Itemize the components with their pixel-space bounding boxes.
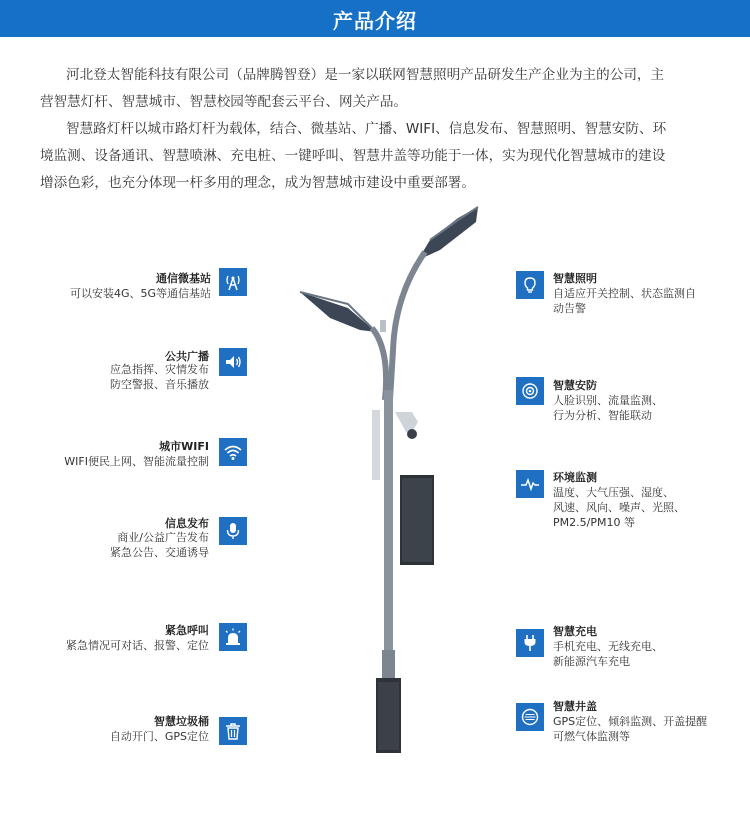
feature-title: 通信微基站 xyxy=(156,272,211,285)
feature-title: 环境监测 xyxy=(553,471,597,484)
feature-title: 公共广播 xyxy=(165,350,209,363)
feature-title: 智慧安防 xyxy=(553,379,597,392)
intro-p2-line1: 智慧路灯杆以城市路灯杆为载体，结合、微基站、广播、WIFI、信息发布、智慧照明、智慧安防、环 xyxy=(66,121,667,137)
feature-desc: PM2.5/PM10 等 xyxy=(553,516,635,529)
feature-title: 智慧井盖 xyxy=(553,700,597,713)
feature-desc: 手机充电、无线充电、 xyxy=(553,640,663,653)
feature-desc: 行为分析、智能联动 xyxy=(553,409,652,422)
feature-desc: 动告警 xyxy=(553,302,586,315)
alarm-icon xyxy=(219,623,247,651)
feature-desc: 应急指挥、灾情发布 xyxy=(110,363,209,376)
trash-icon xyxy=(219,717,247,745)
camera-icon xyxy=(516,377,544,405)
plug-icon xyxy=(516,629,544,657)
feature-title: 紧急呼叫 xyxy=(165,624,209,637)
feature-title: 智慧充电 xyxy=(553,625,597,638)
feature-desc: 新能源汽车充电 xyxy=(553,655,630,668)
feature-desc: 防空警报、音乐播放 xyxy=(110,378,209,391)
lightbulb-icon xyxy=(516,271,544,299)
feature-desc: 温度、大气压强、湿度、 xyxy=(553,486,674,499)
microphone-icon xyxy=(219,517,247,545)
feature-desc: 可以安装4G、5G等通信基站 xyxy=(69,287,211,300)
feature-desc: 紧急公告、交通诱导 xyxy=(110,546,209,559)
intro-p2-line3: 增添色彩，也充分体现一杆多用的理念，成为智慧城市建设中重要部署。 xyxy=(40,175,475,191)
intro-p1-line2: 营智慧灯杆、智慧城市、智慧校园等配套云平台、网关产品。 xyxy=(40,94,408,110)
feature-desc: 可燃气体监测等 xyxy=(553,730,630,743)
feature-title: 城市WIFI xyxy=(159,440,209,453)
feature-desc: GPS定位、倾斜监测、开盖提醒 xyxy=(553,715,708,728)
feature-title: 智慧垃圾桶 xyxy=(154,715,209,728)
intro-p1-line1: 河北登太智能科技有限公司（品牌腾智登）是一家以联网智慧照明产品研发生产企业为主的公司，主 xyxy=(66,67,665,83)
feature-desc: 自动开门、GPS定位 xyxy=(109,730,209,743)
feature-desc: 风速、风向、噪声、光照、 xyxy=(553,501,685,514)
feature-desc: 自适应开关控制、状态监测自 xyxy=(553,287,696,300)
speaker-icon xyxy=(219,348,247,376)
smart-pole-illustration xyxy=(290,200,490,760)
page-title: 产品介绍 xyxy=(333,9,417,33)
intro-p2-line2: 境监测、设备通讯、智慧喷淋、充电桩、一键呼叫、智慧井盖等功能于一体，实为现代化智慧城市的建设 xyxy=(40,148,666,164)
header-bar xyxy=(0,0,750,37)
feature-title: 智慧照明 xyxy=(553,272,597,285)
feature-desc: 紧急情况可对话、报警、定位 xyxy=(66,639,209,652)
wifi-icon xyxy=(219,438,247,466)
pulse-icon xyxy=(516,470,544,498)
feature-desc: WIFI便民上网、智能流量控制 xyxy=(64,455,209,468)
signal-tower-icon xyxy=(219,268,247,296)
feature-desc: 人脸识别、流量监测、 xyxy=(553,394,663,407)
feature-title: 信息发布 xyxy=(165,517,209,530)
manhole-icon xyxy=(516,703,544,731)
feature-desc: 商业/公益广告发布 xyxy=(117,531,209,544)
